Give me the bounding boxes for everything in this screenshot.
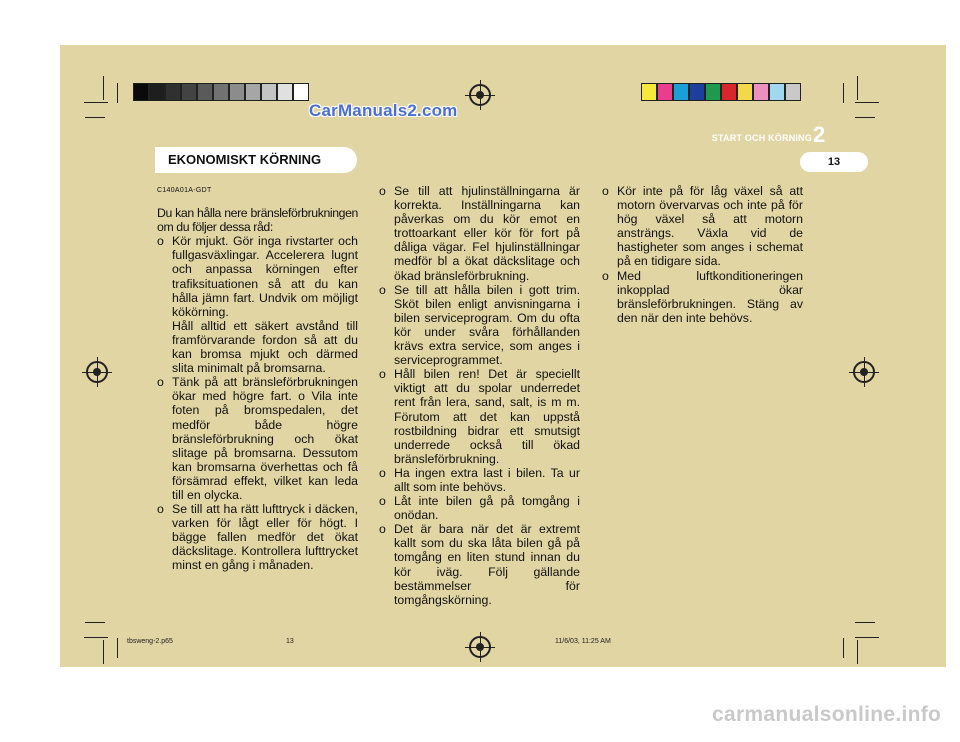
list-item-text: Kör mjukt. Gör inga rivstarter och fullgasväxlingar. Accelerera lugnt och anpassa körningen efter trafiksituationen så att du kan hålla jämn fart. Undvik om möjligt kökörning. Håll alltid ett säkert avstånd till framförvarande fordon så att du kan bromsa mjukt och därmed slita minimalt på bromsarna. — [172, 234, 358, 376]
chapter-label: START OCH KÖRNING — [711, 133, 812, 143]
color-swatch — [737, 83, 753, 101]
list-item-text: Se till att hålla bilen i gott trim. Sköt bilen enligt anvisningarna i bilen serviceprogram. Om du ofta kör under svåra förhållanden krävs extra service, som anges i serviceprogrammet. — [394, 282, 580, 368]
list-item-text: Det är bara när det är extremt kallt som du ska låta bilen gå på tomgång en liten stund innan du kör iväg. Följ gällande bestämmelser för tomgångskörning. — [394, 522, 580, 607]
text-column-2 — [379, 184, 580, 607]
crop-mark — [85, 622, 105, 623]
list-item-text: Ha ingen extra last i bilen. Ta ur allt som inte behövs. — [394, 465, 580, 494]
list-item — [379, 367, 580, 466]
footer-timestamp: 11/6/03, 11:25 AM — [555, 638, 611, 645]
bullet-list-2 — [379, 184, 580, 607]
gray-swatch — [229, 83, 245, 101]
list-item-text: Kör inte på för låg växel så att motorn övervarvas och inte på för hög växel så att motorn ansträngs. Växla vid de hastigheter som anges i schemat på en tidigare sida. — [617, 184, 803, 269]
crop-mark — [855, 102, 879, 103]
list-item — [602, 269, 803, 325]
color-swatch — [721, 83, 737, 101]
crop-mark — [117, 83, 118, 103]
color-swatch — [769, 83, 785, 101]
crop-mark — [117, 638, 118, 658]
list-item — [157, 502, 358, 572]
list-item — [157, 375, 358, 502]
list-item-text: Låt inte bilen gå på tomgång i onödan. — [394, 494, 580, 523]
list-item-text: Se till att ha rätt lufttryck i däcken, varken för lågt eller för högt. I bägge fallen medför det ökat däckslitage. Kontrollera lufttrycket minst en gång i månaden. — [172, 502, 358, 573]
list-item — [157, 234, 358, 375]
bullet-marker: o — [379, 465, 386, 480]
gray-swatch — [261, 83, 277, 101]
list-item — [602, 184, 803, 269]
color-swatch — [673, 83, 689, 101]
gray-swatch — [149, 83, 165, 101]
document-code: C140A01A-GDT — [157, 187, 212, 194]
list-item — [379, 184, 580, 283]
gray-swatch — [165, 83, 181, 101]
bullet-marker: o — [379, 522, 386, 537]
crop-mark — [855, 637, 879, 638]
list-item — [379, 494, 580, 522]
color-swatch — [657, 83, 673, 101]
footer-filename: tbsweng-2.p65 — [127, 638, 173, 645]
registration-crosshair-top — [469, 84, 491, 106]
color-calibration-bar — [641, 83, 801, 101]
color-swatch — [641, 83, 657, 101]
bullet-marker: o — [157, 502, 164, 517]
registration-crosshair-right — [853, 361, 875, 383]
gray-swatch — [197, 83, 213, 101]
bullet-list-1 — [157, 234, 358, 572]
list-item-text: Tänk på att bränsleförbrukningen ökar med högre fart. o Vila inte foten på bromspedalen, det medför både högre bränsleförbrukning och ökat slitage på bromsarna. Dessutom kan bromsarna överhettas och få försämrad effekt, vilket kan leda till en olycka. — [172, 375, 358, 502]
color-swatch — [705, 83, 721, 101]
watermark-carmanuals2[interactable]: CarManuals2.com — [309, 101, 458, 120]
gray-swatch — [181, 83, 197, 101]
gray-swatch — [213, 83, 229, 101]
intro-paragraph: Du kan hålla nere bränsleförbrukningen om du följer dessa råd: — [157, 206, 358, 235]
list-item — [379, 522, 580, 607]
bullet-marker: o — [379, 367, 386, 382]
crop-mark — [103, 76, 104, 100]
bullet-marker: o — [379, 282, 386, 297]
list-item — [379, 466, 580, 494]
crop-mark — [843, 83, 844, 103]
bullet-marker: o — [602, 184, 609, 198]
color-swatch — [785, 83, 801, 101]
page-number: 13 — [800, 152, 868, 172]
gray-swatch — [245, 83, 261, 101]
list-item-text: Med luftkonditioneringen inkopplad ökar bränsleförbrukningen. Stäng av den när den inte behövs. — [617, 268, 803, 325]
footer-page: 13 — [286, 638, 294, 645]
bullet-marker: o — [379, 494, 386, 509]
crop-mark — [85, 117, 105, 118]
grayscale-calibration-bar — [133, 83, 309, 101]
color-swatch — [689, 83, 705, 101]
crop-mark — [855, 622, 875, 623]
crop-mark — [103, 640, 104, 664]
text-column-3 — [602, 184, 803, 325]
crop-mark — [855, 117, 875, 118]
crop-mark — [857, 76, 858, 100]
gray-swatch — [293, 83, 309, 101]
gray-swatch — [133, 83, 149, 101]
bullet-marker: o — [379, 184, 386, 198]
registration-crosshair-bottom — [469, 636, 491, 658]
crop-mark — [843, 638, 844, 658]
text-column-1 — [157, 184, 358, 573]
crop-mark — [84, 637, 108, 638]
gray-swatch — [277, 83, 293, 101]
list-item-text: Se till att hjulinställningarna är korrekta. Inställningarna kan påverkas om du kör emot en trottoarkant eller kör för fort på dåliga vägar. Fel hjulinställningar medför bl a ökat däckslitage och ökad bränsleförbrukning. — [394, 184, 580, 283]
list-item — [379, 283, 580, 368]
list-item-text: Håll bilen ren! Det är speciellt viktigt att du spolar underredet rent från lera, sand, salt, is m m. Förutom att det kan uppstå rostbildning bidrar ett smutsigt underrede också till ökad bränsleförbrukning. — [394, 367, 580, 466]
crop-mark — [84, 102, 108, 103]
color-swatch — [753, 83, 769, 101]
registration-crosshair-left — [86, 361, 108, 383]
bullet-marker: o — [157, 375, 164, 390]
bullet-list-3 — [602, 184, 803, 325]
chapter-number: 2 — [813, 122, 826, 147]
section-title: EKONOMISKT KÖRNING — [155, 147, 357, 173]
bullet-marker: o — [157, 234, 164, 249]
watermark-carmanualsonline[interactable]: carmanualsonline.info — [712, 703, 942, 726]
bullet-marker: o — [602, 268, 609, 283]
crop-mark — [857, 640, 858, 664]
